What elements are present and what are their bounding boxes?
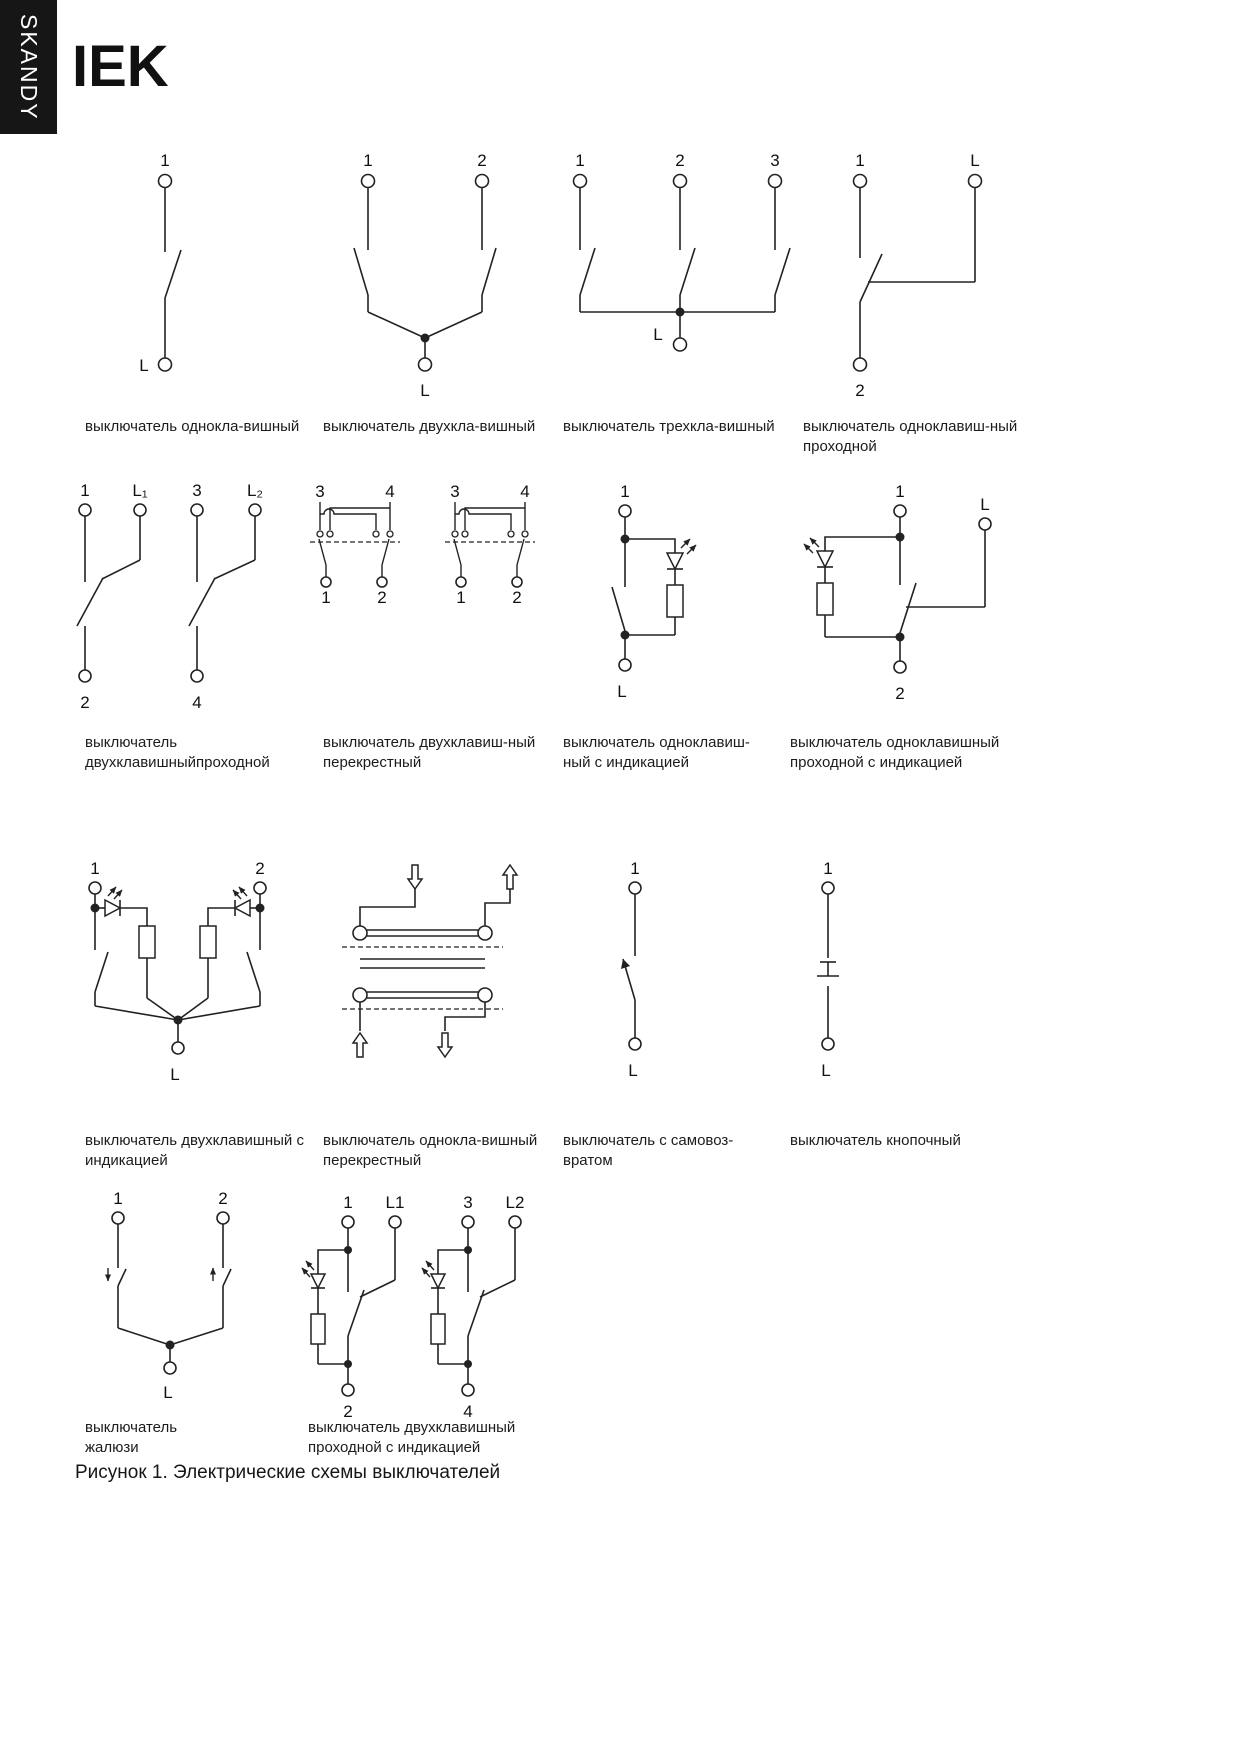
terminal: [342, 1384, 354, 1396]
terminal: [362, 175, 375, 188]
led-icon: [311, 1274, 325, 1288]
caption-line: перекрестный: [323, 1152, 422, 1169]
arrow-up-icon: [503, 865, 517, 889]
caption-line: выключатель кнопочный: [790, 1132, 961, 1149]
terminal-label: 1: [90, 859, 100, 878]
one-gang-crossover-schematic: [330, 855, 530, 1100]
caption-line: проходной с индикацией: [308, 1439, 481, 1456]
terminal: [619, 659, 631, 671]
diagram-two-gang-crossover: [308, 485, 558, 615]
terminal: [191, 670, 203, 682]
caption-two-way-indicator: [790, 733, 1030, 773]
terminal: [619, 505, 631, 517]
led-icon: [431, 1274, 445, 1288]
terminal: [172, 1042, 184, 1054]
caption-line: выключатель двухклавишный с: [85, 1132, 304, 1149]
terminal: [79, 504, 91, 516]
terminal-label: 2: [512, 588, 522, 607]
terminal-label: 2: [343, 1402, 353, 1420]
diagram-self-return-switch: [590, 858, 680, 1088]
terminal: [674, 338, 687, 351]
diagram-two-gang-indicator: [75, 858, 295, 1103]
terminal: [979, 518, 991, 530]
contact: [508, 531, 514, 537]
terminal-label: L1: [385, 1193, 405, 1212]
caption-line: жалюзи: [85, 1439, 139, 1456]
caption-line: выключатель двухкла-вишный: [323, 418, 536, 435]
terminal-label: 4: [385, 485, 395, 501]
terminal-label: 4: [192, 693, 202, 712]
terminal: [854, 175, 867, 188]
two-way-indicator-schematic: [790, 481, 1020, 741]
single-switch-schematic: [85, 150, 305, 410]
terminal: [574, 175, 587, 188]
terminal: [191, 504, 203, 516]
contact: [478, 988, 492, 1002]
terminal-label: 1: [630, 859, 640, 878]
terminal: [159, 358, 172, 371]
caption-line: выключатель однокла-вишный: [323, 1132, 538, 1149]
series-sidebar: [0, 0, 57, 134]
resistor: [431, 1314, 445, 1344]
terminal: [509, 1216, 521, 1228]
terminal: [249, 504, 261, 516]
terminal: [629, 882, 641, 894]
caption-blinds: [85, 1418, 285, 1458]
two-gang-indicator-schematic: [75, 858, 295, 1098]
diagram-two-way-indicator: [790, 481, 1020, 746]
terminal-label: 3: [192, 481, 202, 500]
spring-return-arrow: [621, 959, 630, 969]
caption-two-gang-indicator: [85, 1131, 335, 1171]
caption-line: выключатель однокла-вишный: [85, 418, 300, 435]
diagram-one-gang-crossover: [330, 855, 530, 1105]
terminal: [854, 358, 867, 371]
diagram-one-gang-two-way: [810, 150, 1030, 415]
terminal: [674, 175, 687, 188]
series-name: SKANDY: [16, 13, 42, 121]
terminal-label: 1: [575, 151, 585, 170]
terminal-label: 1: [80, 481, 90, 500]
led-icon: [817, 551, 833, 567]
diagram-one-gang-indicator: [560, 481, 720, 746]
contact: [353, 926, 367, 940]
three-gang-schematic: [555, 150, 795, 410]
contact: [353, 988, 367, 1002]
caption-line: проходной с индикацией: [790, 754, 963, 771]
contact: [478, 926, 492, 940]
terminal: [254, 882, 266, 894]
terminal-label: L: [420, 381, 430, 400]
blinds-switch-schematic: [83, 1188, 293, 1400]
caption-one-gang-two-way: [803, 417, 1033, 457]
caption-two-gang-two-way-indicator: [308, 1418, 558, 1458]
caption-line: выключатель одноклавиш-: [563, 734, 750, 751]
terminal: [462, 1384, 474, 1396]
caption-line: выключатель с самовоз-: [563, 1132, 734, 1149]
diagram-three-gang-switch: [555, 150, 795, 415]
terminal: [894, 505, 906, 517]
terminal-label: 1: [113, 1189, 123, 1208]
terminal: [217, 1212, 229, 1224]
caption-line: выключатель двухклавиш-ный: [323, 734, 536, 751]
led-icon: [105, 900, 120, 916]
diagram-two-gang-two-way: [65, 480, 295, 730]
terminal-label: 2: [80, 693, 90, 712]
terminal: [79, 670, 91, 682]
two-gang-two-way-indicator-schematic: [300, 1188, 540, 1420]
terminal: [969, 175, 982, 188]
self-return-schematic: [590, 858, 680, 1083]
resistor: [139, 926, 155, 958]
led-icon: [667, 553, 683, 569]
terminal: [822, 1038, 834, 1050]
terminal-label: 1: [823, 859, 833, 878]
diagram-two-gang-switch: [330, 150, 520, 415]
caption-line: выключатель одноклавиш-ный: [803, 418, 1018, 435]
arrow-down-icon: [408, 865, 422, 889]
terminal-label: L: [163, 1383, 173, 1400]
terminal-label: 2: [855, 381, 865, 400]
caption-line: ный с индикацией: [563, 754, 689, 771]
terminal-label: 2: [477, 151, 487, 170]
terminal-label: 4: [520, 485, 530, 501]
arrow-up-icon: [353, 1033, 367, 1057]
terminal: [629, 1038, 641, 1050]
terminal-label: 1: [456, 588, 466, 607]
terminal: [377, 577, 387, 587]
terminal-label: 4: [463, 1402, 473, 1420]
resistor: [200, 926, 216, 958]
terminal-label: 1: [620, 482, 630, 501]
diagram-two-gang-two-way-indicator: [300, 1188, 540, 1425]
figure-caption: Рисунок 1. Электрические схемы выключателей: [75, 1462, 501, 1483]
contact: [317, 531, 323, 537]
terminal-label: 2: [895, 684, 905, 703]
contact: [387, 531, 393, 537]
terminal: [164, 1362, 176, 1374]
terminal: [134, 504, 146, 516]
diagram-single-switch: [85, 150, 305, 415]
terminal-label: 1: [321, 588, 331, 607]
terminal-label: 3: [770, 151, 780, 170]
contact: [327, 531, 333, 537]
terminal-label: L: [139, 356, 149, 375]
push-button-schematic: [783, 858, 873, 1083]
resistor: [311, 1314, 325, 1344]
two-gang-crossover-schematic: [308, 485, 558, 610]
one-gang-indicator-schematic: [560, 481, 720, 741]
caption-three-gang: [563, 417, 793, 437]
arrow-down-icon: [438, 1033, 452, 1057]
caption-line: проходной: [803, 438, 877, 455]
terminal: [769, 175, 782, 188]
terminal-label: 2: [377, 588, 387, 607]
terminal-label: L: [980, 495, 990, 514]
terminal: [462, 1216, 474, 1228]
caption-line: двухклавишныйпроходной: [85, 754, 270, 771]
one-gang-two-way-schematic: [810, 150, 1030, 410]
terminal-label: 3: [315, 485, 325, 501]
caption-two-gang-crossover: [323, 733, 563, 773]
caption-two-gang-two-way: [85, 733, 325, 773]
caption-line: индикацией: [85, 1152, 168, 1169]
caption-self-return: [563, 1131, 793, 1171]
resistor: [817, 583, 833, 615]
terminal-label: L: [628, 1061, 638, 1080]
caption-line: выключатель: [85, 1419, 178, 1436]
terminal: [159, 175, 172, 188]
terminal-label: 3: [463, 1193, 473, 1212]
resistor: [667, 585, 683, 617]
caption-line: выключатель одноклавишный: [790, 734, 1000, 751]
terminal: [389, 1216, 401, 1228]
contact: [462, 531, 468, 537]
led-icon: [235, 900, 250, 916]
terminal-label: L₁: [132, 481, 148, 500]
terminal: [321, 577, 331, 587]
contact: [373, 531, 379, 537]
terminal: [342, 1216, 354, 1228]
terminal-label: 2: [218, 1189, 228, 1208]
terminal-label: 2: [675, 151, 685, 170]
terminal-label: 1: [160, 151, 170, 170]
diagram-push-button-switch: [783, 858, 873, 1088]
terminal: [112, 1212, 124, 1224]
caption-line: выключатель трехкла-вишный: [563, 418, 775, 435]
contact: [522, 531, 528, 537]
terminal: [894, 661, 906, 673]
caption-line: перекрестный: [323, 754, 422, 771]
terminal: [822, 882, 834, 894]
terminal-label: L: [970, 151, 980, 170]
terminal-label: 1: [895, 482, 905, 501]
contact: [452, 531, 458, 537]
terminal-label: L: [653, 325, 663, 344]
caption-line: выключатель двухклавишный: [308, 1419, 516, 1436]
terminal: [89, 882, 101, 894]
caption-one-gang-crossover: [323, 1131, 563, 1171]
caption-line: выключатель: [85, 734, 178, 751]
terminal-label: 1: [855, 151, 865, 170]
caption-two-gang: [323, 417, 553, 437]
terminal: [512, 577, 522, 587]
two-gang-two-way-schematic: [65, 480, 295, 725]
terminal-label: L: [170, 1065, 180, 1084]
caption-line: вратом: [563, 1152, 613, 1169]
terminal-label: 1: [363, 151, 373, 170]
caption-single-switch: [85, 417, 325, 437]
two-gang-schematic: [330, 150, 520, 410]
diagram-blinds-switch: [83, 1188, 293, 1405]
terminal: [456, 577, 466, 587]
terminal-label: 3: [450, 485, 460, 501]
caption-push-button: [790, 1131, 1020, 1151]
terminal: [419, 358, 432, 371]
iek-logo: IEK: [72, 34, 169, 99]
terminal-label: 2: [255, 859, 265, 878]
terminal-label: L: [821, 1061, 831, 1080]
terminal-label: L: [617, 682, 627, 701]
terminal: [476, 175, 489, 188]
terminal-label: 1: [343, 1193, 353, 1212]
caption-one-gang-indicator: [563, 733, 793, 773]
terminal-label: L2: [505, 1193, 525, 1212]
terminal-label: L₂: [246, 481, 264, 500]
